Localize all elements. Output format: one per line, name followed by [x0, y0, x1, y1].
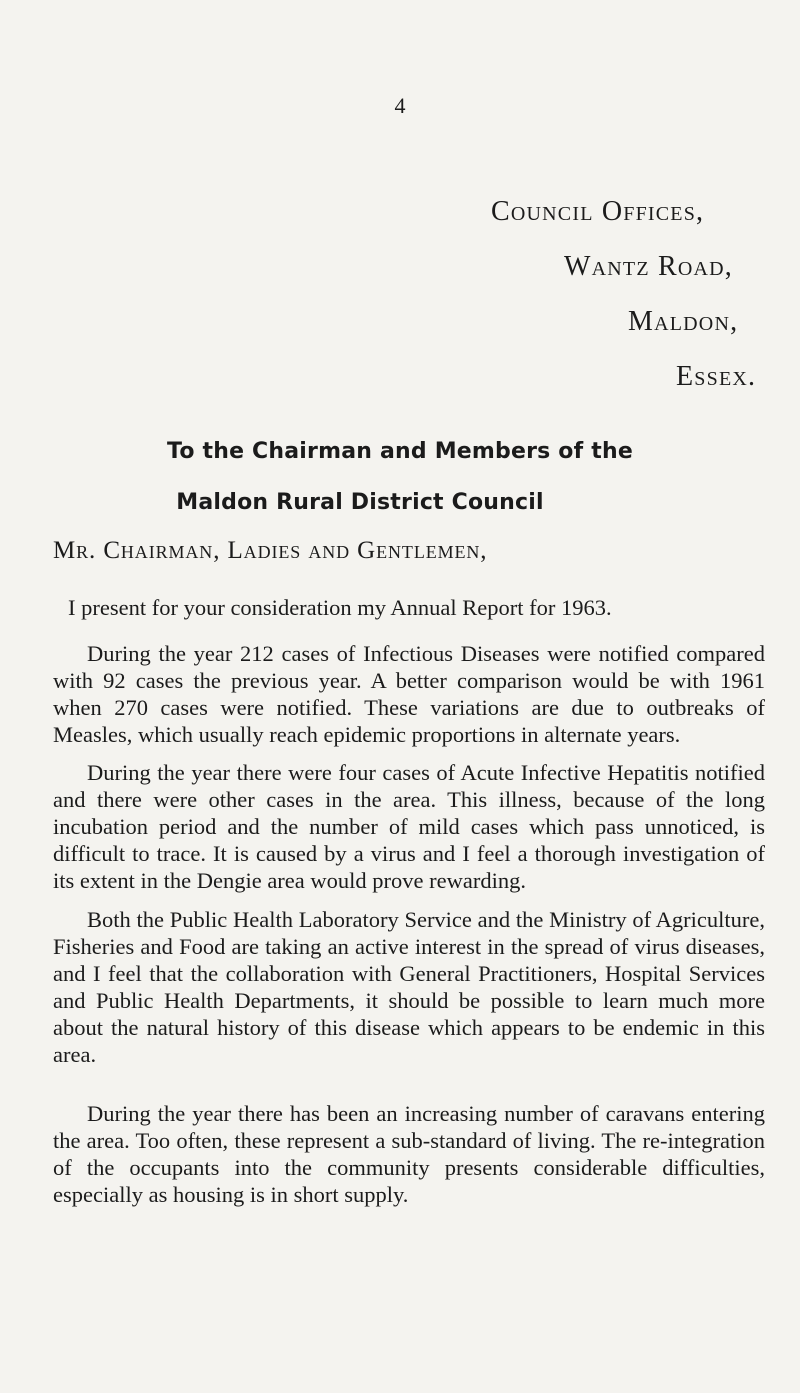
- addressee-line-1: To the Chairman and Members of the: [167, 439, 633, 464]
- address-line-council-offices: Council Offices,: [491, 196, 705, 227]
- paragraph-infectious-diseases: During the year 212 cases of Infectious Diseases were notified compared with 92 cases the previous year. A better comparison would be with 1961 when 270 cases were notified. These variations are due to outbreaks of Measles, which usually reach epidemic proportions in alternate years.: [53, 641, 765, 747]
- greeting: Mr. Chairman, Ladies and Gentlemen,: [53, 537, 488, 564]
- address-line-county: Essex.: [676, 361, 757, 392]
- address-line-road: Wantz Road,: [564, 251, 733, 282]
- paragraph-intro: I present for your consideration my Annual Report for 1963.: [68, 595, 612, 620]
- page-number: 4: [394, 93, 406, 118]
- paragraph-virus-research: Both the Public Health Laboratory Service and the Ministry of Agriculture, Fisheries and Food are taking an active interest in the spread of virus diseases, and I feel that the collaboration with General Practitioners, Hospital Services and Public Health Departments, it should be possible to learn much more about the natural history of this disease which appears to be endemic in this area.: [53, 907, 765, 1067]
- paragraph-caravans: During the year there has been an increasing number of caravans entering the area. Too often, these represent a sub-standard of living. The re-integration of the occupants into the community presents considerable difficulties, especially as housing is in short supply.: [53, 1101, 765, 1207]
- paragraph-hepatitis: During the year there were four cases of Acute Infective Hepatitis notified and there were other cases in the area. This illness, because of the long incubation period and the number of mild cases which pass unnoticed, is difficult to trace. It is caused by a virus and I feel a thorough investigation of its extent in the Dengie area would prove rewarding.: [53, 760, 765, 893]
- addressee-line-2: Maldon Rural District Council: [176, 490, 544, 515]
- address-line-town: Maldon,: [628, 306, 739, 337]
